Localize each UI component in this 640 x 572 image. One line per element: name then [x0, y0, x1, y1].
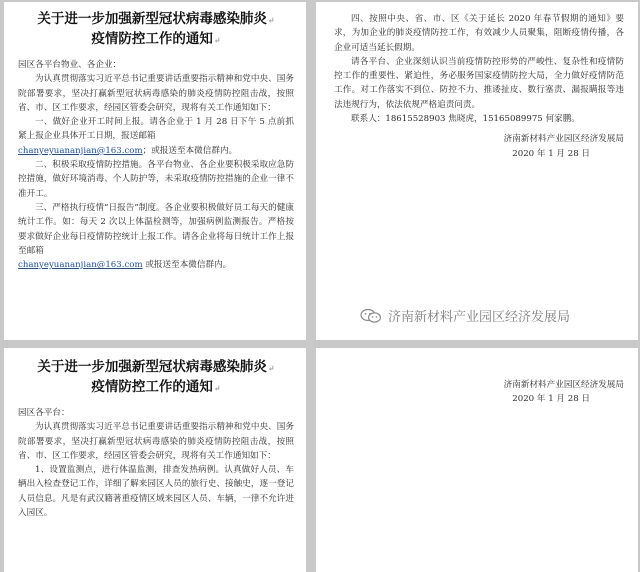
item-4-paragraph: 四、按照中央、省、市、区《关于延长 2020 年春节假期的通知》要求，为加企业的肺炎疫情防控工作，有效减少人员聚集，阻断疫情传播，各企业可适当延长假期。	[334, 14, 624, 53]
intro-paragraph: 为认真贯彻落实习近平总书记重要讲话重要指示精神和党中央、国务院部署要求，坚决打赢新型冠状病毒感染的肺炎疫情防控阻击战，按照省、市、区工作要求，经园区管委会研究，现将有关工作通知如下：	[18, 74, 294, 113]
item-1-paragraph	[18, 115, 294, 158]
intro-paragraph: 为认真贯彻落实习近平总书记重要讲话重要指示精神和党中央、国务院部署要求，坚决打赢新型冠状病毒感染的肺炎疫情防控阻击战，按照省、市、区工作要求，经园区管委会研究，现将有关工作通知如下：	[18, 422, 294, 461]
salutation: 园区各平台：	[18, 408, 70, 418]
email-link-1[interactable]: chanyeyuananjian@163.com	[18, 145, 143, 156]
watermark-text: 济南新材料产业园区经济发展局	[388, 310, 571, 325]
salutation: 园区各平台物业、各企业：	[18, 60, 122, 70]
item-3-tail: 或报送至本微信群内。	[145, 260, 232, 271]
email-link-2[interactable]: chanyeyuananjian@163.com	[18, 260, 143, 271]
item-1-text: 一、做好企业开工时间上报。请各企业于 1 月 28 日下午 5 点前抓紧上报企业具体开工日期，报送邮箱	[18, 117, 294, 142]
document-page-2	[316, 2, 638, 340]
title-line-2: 疫情防控工作的通知	[91, 379, 213, 395]
document-page-1	[4, 2, 306, 340]
document-page-4	[316, 348, 638, 572]
appeal-paragraph: 请各平台、企业深刻认识当前疫情防控形势的严峻性、复杂性和疫情防控工作的重要性、紧迫性，务必服务国家疫情防控大局，全力做好疫情防范工作。对工作落实不到位、防控不力、推诿扯皮、数行塞责、漏报瞒报等违法违规行为，依法依规严格追责问责。	[334, 56, 624, 110]
issuing-org: 济南新材料产业园区经济发展局	[503, 380, 624, 390]
title-line-2: 疫情防控工作的通知	[91, 31, 213, 47]
item-1-paragraph: 1、设置监测点，进行体温监测，排查发热病例。认真做好人员、车辆出入检查登记工作，详细了解来园区人员的旅行史、接触史，逐一登记人员信息。凡是有武汉籍著重疫情区域来园区人员、车辆，一律不允许进入园区。	[18, 465, 294, 519]
title-line-1: 关于进一步加强新型冠状病毒感染肺炎	[37, 11, 267, 27]
notice-title: 关于进一步加强新型冠状病毒感染肺炎↵ 疫情防控工作的通知↵	[37, 11, 275, 47]
wechat-watermark	[360, 306, 570, 325]
contact-line: 联系人：18615528903 焦晓虎，15165089975 何家鹏。	[351, 114, 580, 125]
issue-date: 2020 年 1 月 28 日	[512, 148, 590, 159]
issue-date: 2020 年 1 月 28 日	[512, 394, 590, 405]
item-2-paragraph: 二、积极采取疫情防控措施。各平台物业、各企业要积极采取应急防控措施，做好环境消毒、个人防护等，未采取疫情防控措施的企业一律不准开工。	[18, 160, 294, 199]
item-1-tail: ；或报送至本微信群内。	[142, 145, 238, 156]
notice-title-2: 关于进一步加强新型冠状病毒感染肺炎↵ 疫情防控工作的通知↵	[37, 359, 275, 395]
item-3-paragraph	[18, 201, 294, 272]
item-3-text: 三、严格执行疫情“日报告”制度。各企业要积极做好员工每天的健康统计工作。如：每天 2 次以上体温检测等，加强病例监测报告。严格按要求做好企业每日疫情防控统计上报工作。请各企业将每日统计工作上报至邮箱	[18, 202, 294, 256]
title-line-1: 关于进一步加强新型冠状病毒感染肺炎	[37, 359, 267, 375]
issuing-org: 济南新材料产业园区经济发展局	[503, 134, 624, 145]
wechat-icon	[360, 308, 382, 324]
document-page-3	[4, 348, 306, 572]
